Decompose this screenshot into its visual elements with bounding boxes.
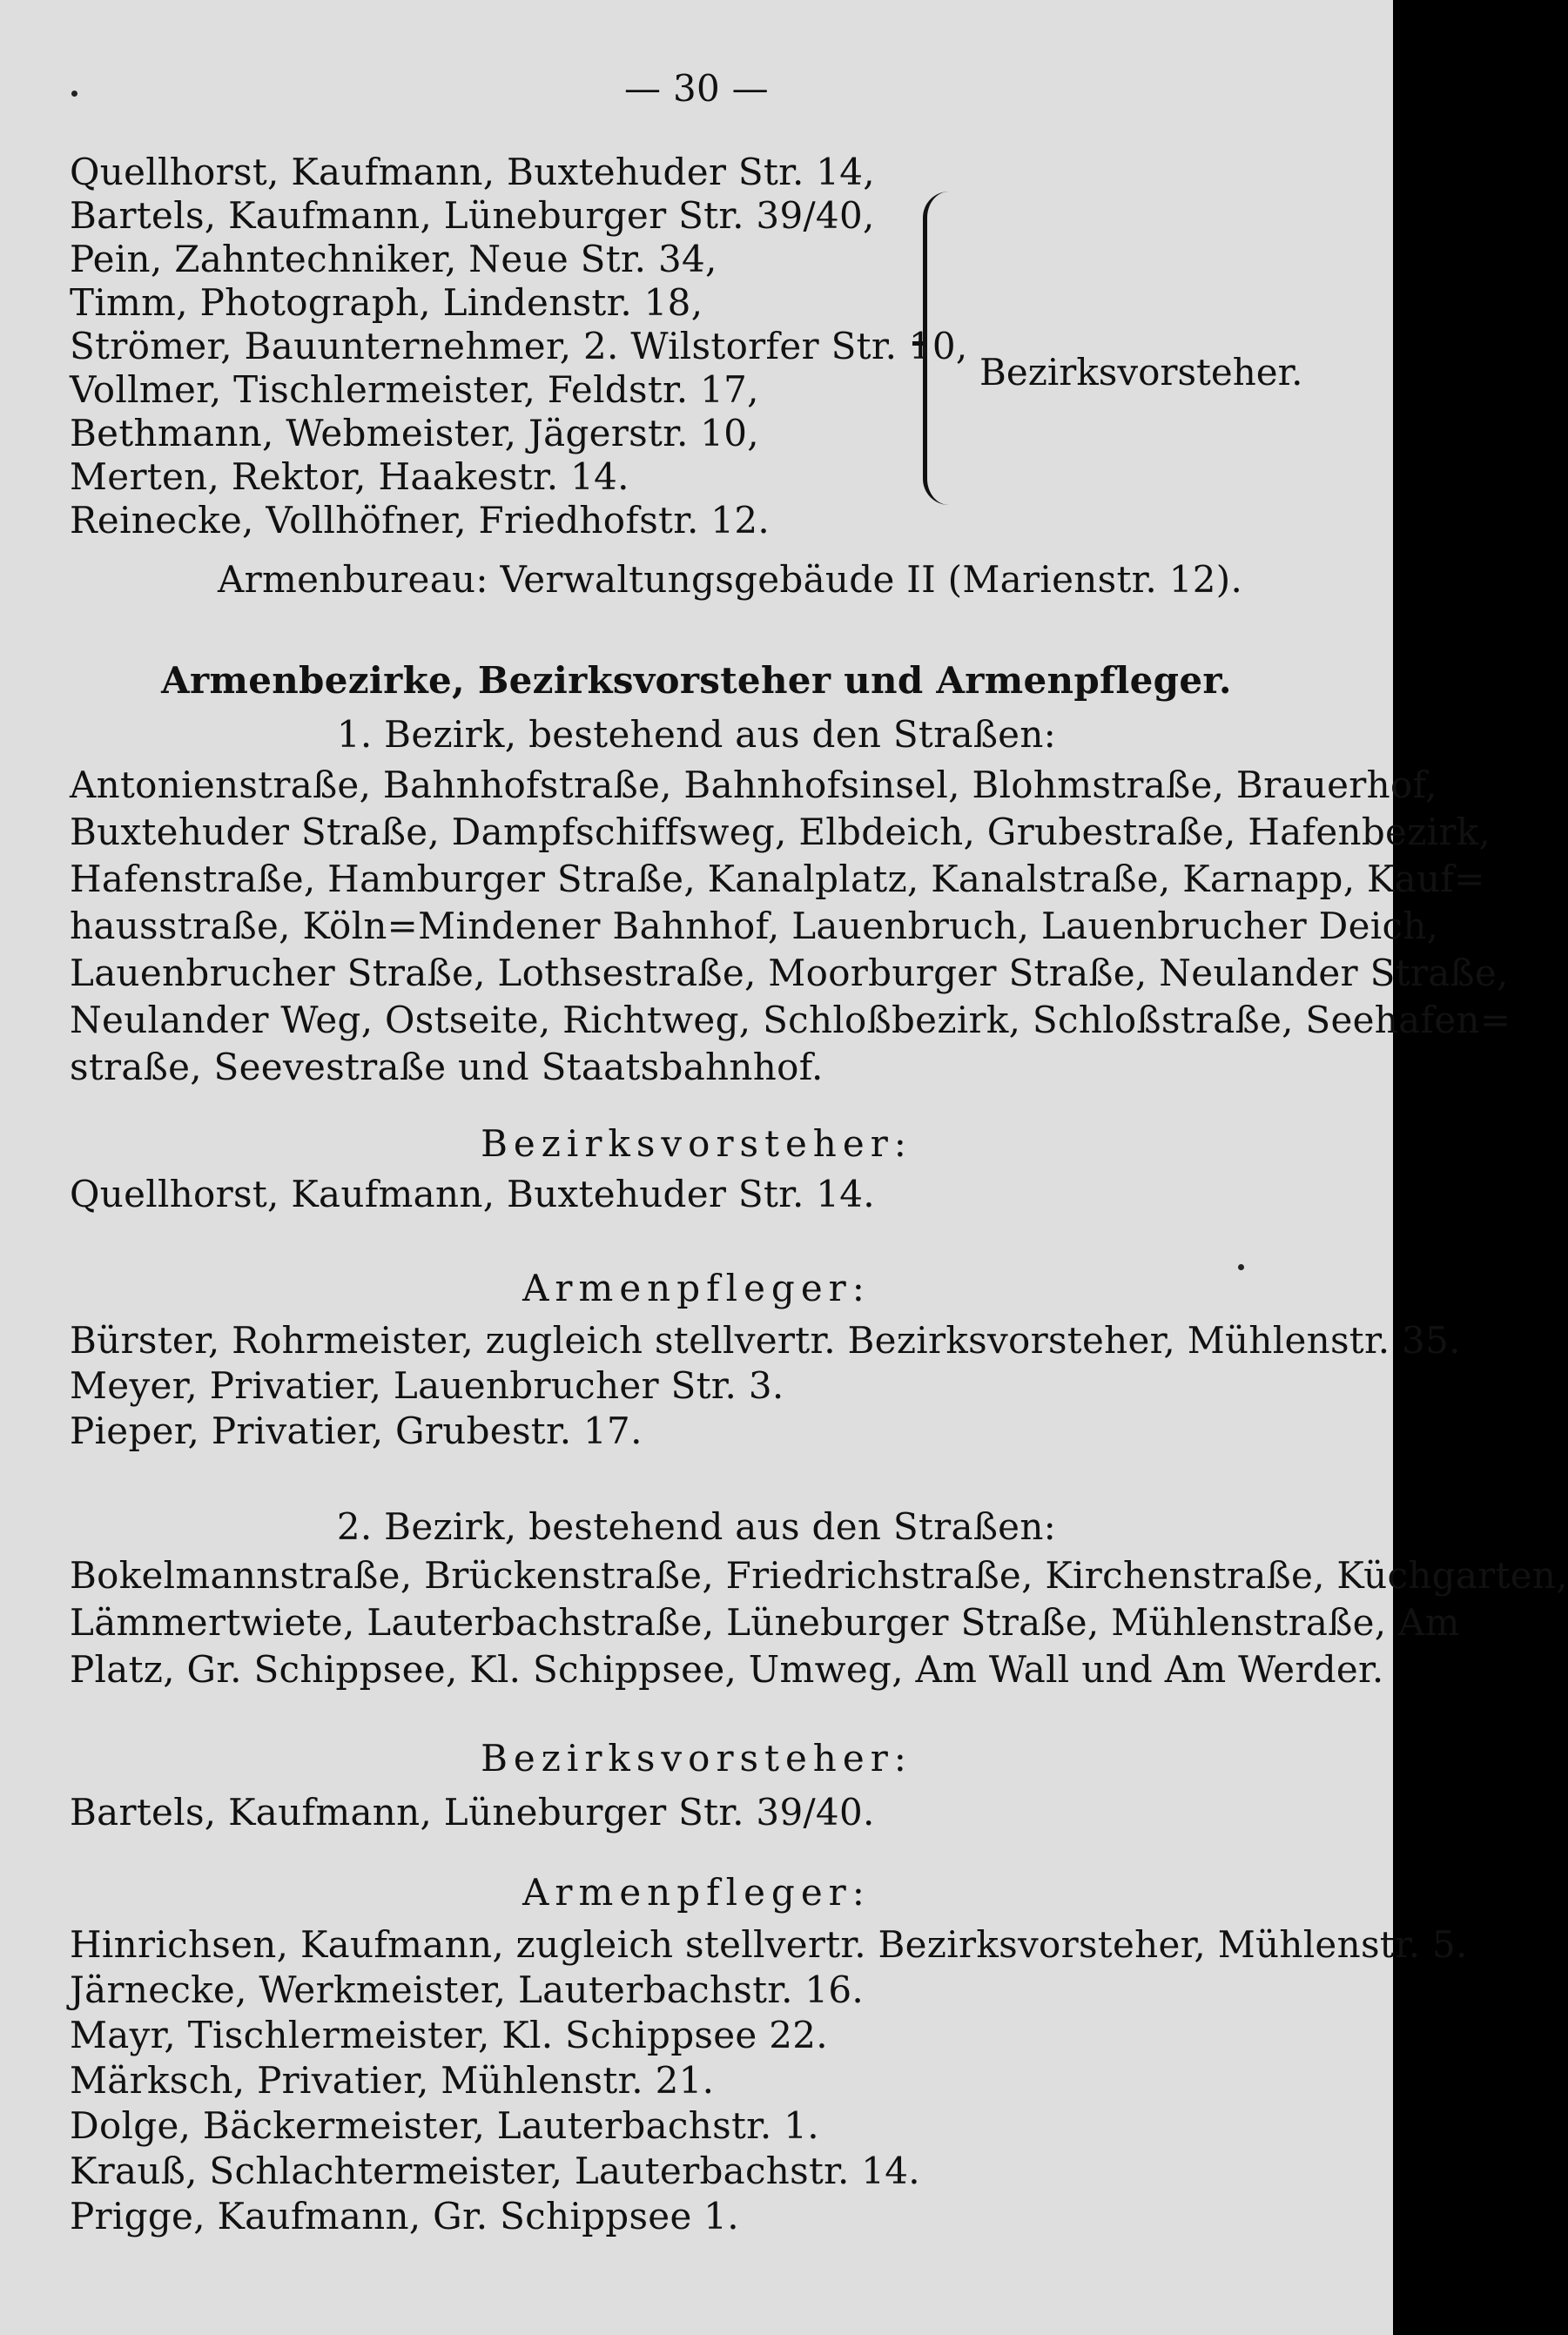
top-list-line: Strömer, Bauunternehmer, 2. Wilstorfer Str. 10, [70,325,968,367]
bezirk2-pfleger-label: Armenpfleger: [522,1871,871,1914]
top-list-line: Bartels, Kaufmann, Lüneburger Str. 39/40, [70,194,875,237]
bezirk2-vorsteher-label: Bezirksvorsteher: [481,1737,912,1780]
armenbureau-line: Armenbureau: Verwaltungsgebäude II (Marienstr. 12). [218,558,1243,601]
bezirk2-pfleger-line: Prigge, Kaufmann, Gr. Schippsee 1. [70,2195,739,2237]
top-list-line: Timm, Photograph, Lindenstr. 18, [70,281,703,324]
brace-label: Bezirksvorsteher. [979,351,1303,394]
bezirk1-pfleger-label: Armenpfleger: [522,1267,871,1309]
bezirk1-streets-line: Buxtehuder Straße, Dampfschiffsweg, Elbdeich, Grubestraße, Hafenbezirk, [70,811,1491,853]
bezirk2-streets-line: Platz, Gr. Schippsee, Kl. Schippsee, Umweg, Am Wall und Am Werder. [70,1648,1384,1691]
bezirk1-streets-line: Hafenstraße, Hamburger Straße, Kanalplatz, Kanalstraße, Karnapp, Kauf= [70,858,1485,900]
bezirk2-streets-line: Bokelmannstraße, Brückenstraße, Friedrichstraße, Kirchenstraße, Küchgarten, [70,1554,1568,1597]
bezirk2-vorsteher: Bartels, Kaufmann, Lüneburger Str. 39/40. [70,1791,875,1834]
bezirk2-pfleger-line: Mayr, Tischlermeister, Kl. Schippsee 22. [70,2014,828,2056]
section-heading: Armenbezirke, Bezirksvorsteher und Armenpfleger. [161,659,1232,702]
bezirk1-heading: 1. Bezirk, bestehend aus den Straßen: [336,713,1057,756]
bezirk2-heading: 2. Bezirk, bestehend aus den Straßen: [336,1505,1057,1548]
top-list-line: Quellhorst, Kaufmann, Buxtehuder Str. 14, [70,151,875,193]
bezirk1-streets-line: Antonienstraße, Bahnhofstraße, Bahnhofsinsel, Blohmstraße, Brauerhof, [70,764,1437,806]
bezirk1-streets-line: hausstraße, Köln=Mindener Bahnhof, Lauenbruch, Lauenbrucher Deich, [70,905,1439,947]
bezirk2-pfleger-line: Märksch, Privatier, Mühlenstr. 21. [70,2059,715,2102]
curly-brace-tip [912,341,925,358]
bezirk1-vorsteher: Quellhorst, Kaufmann, Buxtehuder Str. 14. [70,1173,875,1215]
top-list-line: Pein, Zahntechniker, Neue Str. 34, [70,238,717,280]
bezirk2-pfleger-line: Krauß, Schlachtermeister, Lauterbachstr. 14. [70,2150,920,2192]
bezirk2-streets-line: Lämmertwiete, Lauterbachstraße, Lüneburger Straße, Mühlenstraße, Am [70,1601,1460,1644]
bezirk1-pfleger-line: Bürster, Rohrmeister, zugleich stellvertr. Bezirksvorsteher, Mühlenstr. 35. [70,1319,1461,1362]
bezirk1-pfleger-line: Meyer, Privatier, Lauenbrucher Str. 3. [70,1364,784,1407]
bezirk1-streets-line: straße, Seevestraße und Staatsbahnhof. [70,1046,824,1088]
top-list-line: Bethmann, Webmeister, Jägerstr. 10, [70,412,759,454]
bezirk2-pfleger-line: Dolge, Bäckermeister, Lauterbachstr. 1. [70,2104,819,2147]
curly-brace [923,192,952,505]
bezirk1-streets-line: Neulander Weg, Ostseite, Richtweg, Schloßbezirk, Schloßstraße, Seehafen= [70,999,1511,1041]
top-list-line: Vollmer, Tischlermeister, Feldstr. 17, [70,368,759,411]
page-number: — 30 — [624,67,769,110]
top-list-line: Reinecke, Vollhöfner, Friedhofstr. 12. [70,499,770,542]
bezirk1-streets-line: Lauenbrucher Straße, Lothsestraße, Moorburger Straße, Neulander Straße, [70,952,1509,994]
bezirk2-pfleger-line: Hinrichsen, Kaufmann, zugleich stellvertr. Bezirksvorsteher, Mühlenstr. 5. [70,1923,1468,1966]
top-list-line: Merten, Rektor, Haakestr. 14. [70,455,629,498]
bezirk2-pfleger-line: Järnecke, Werkmeister, Lauterbachstr. 16. [70,1968,865,2011]
bezirk1-vorsteher-label: Bezirksvorsteher: [481,1122,912,1165]
bezirk1-pfleger-line: Pieper, Privatier, Grubestr. 17. [70,1410,643,1452]
